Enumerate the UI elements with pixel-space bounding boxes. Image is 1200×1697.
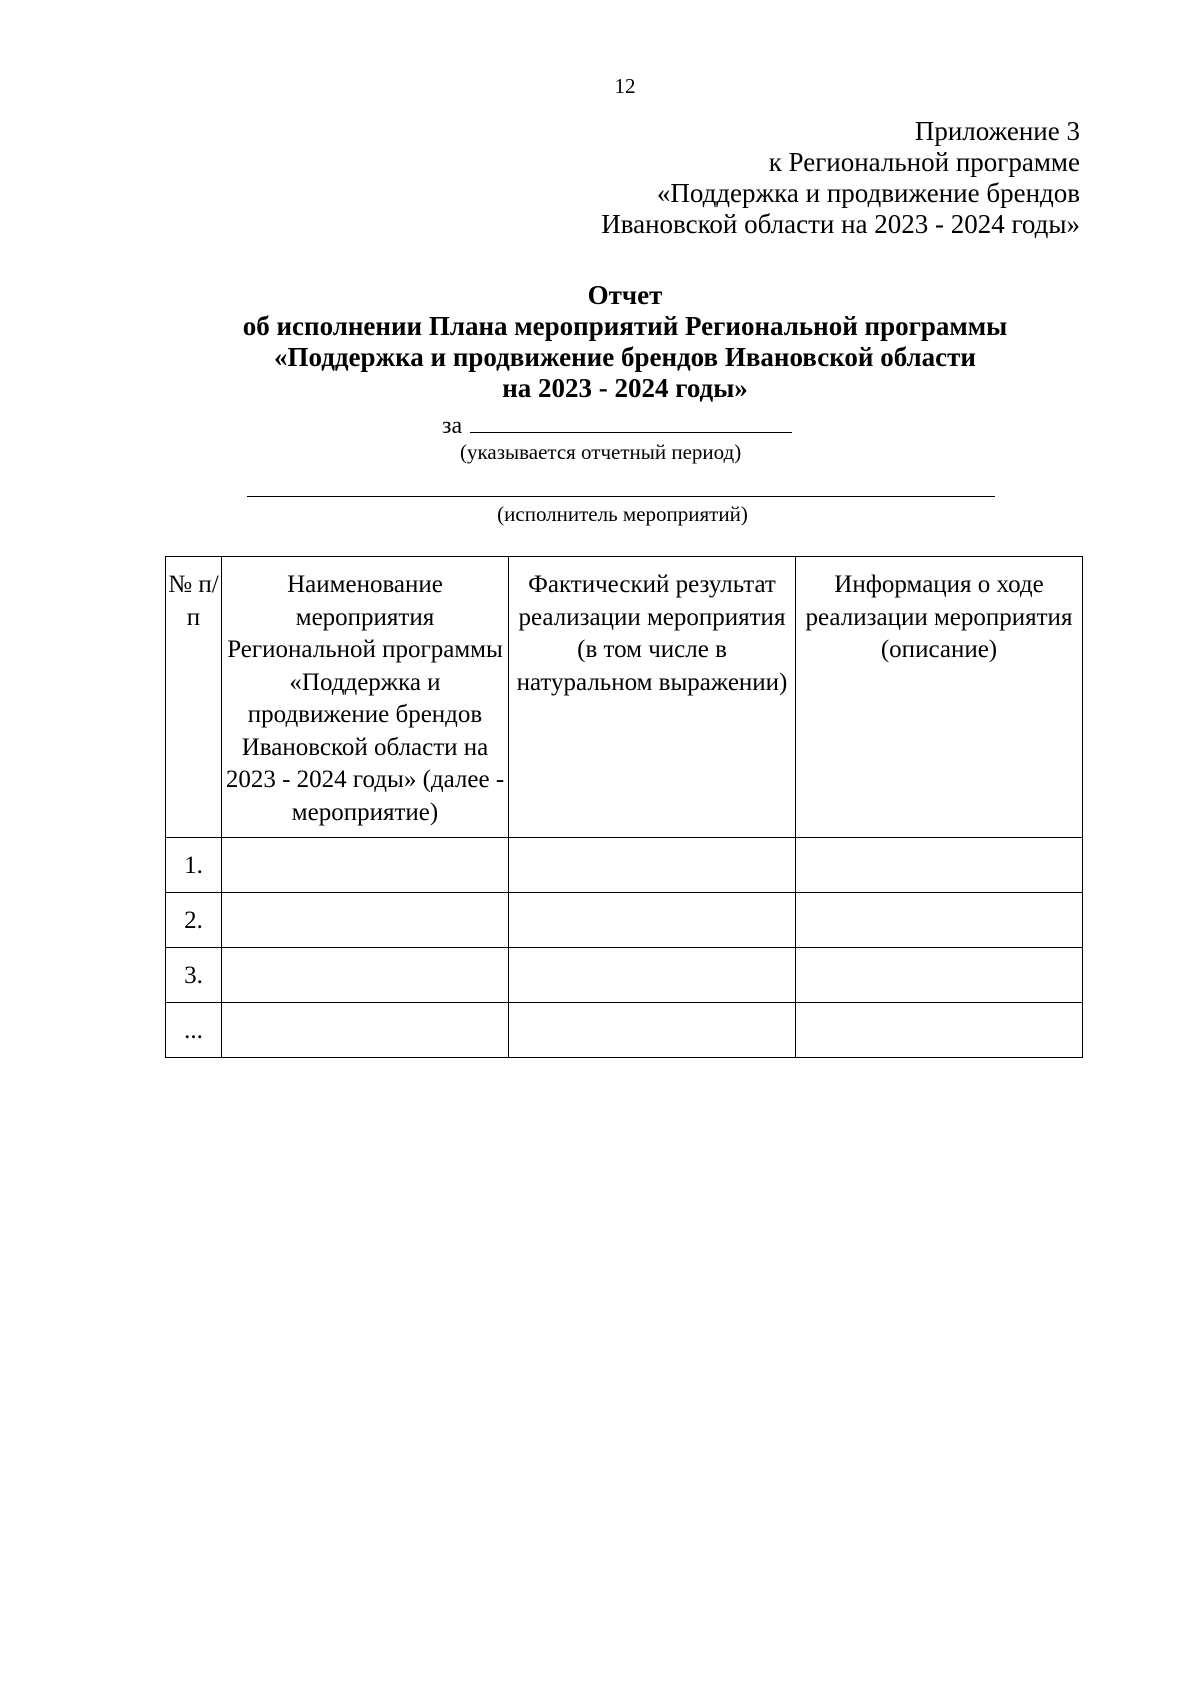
executor-blank-field[interactable] <box>247 496 995 497</box>
row-number: 2. <box>166 893 222 948</box>
appendix-line: «Поддержка и продвижение брендов <box>656 178 1080 208</box>
document-title <box>0 280 1200 404</box>
header-progress-info: Информация о ходе реализации мероприятия (описание) <box>796 557 1083 838</box>
executor-hint: (исполнитель мероприятий) <box>497 502 748 526</box>
table-row <box>166 1003 1083 1058</box>
appendix-line: Ивановской области на 2023 - 2024 годы» <box>601 209 1080 239</box>
reporting-period-line <box>442 410 792 440</box>
header-actual-result: Фактический результат реализации мероприятия (в том числе в натуральном выражении) <box>509 557 796 838</box>
title-line: Отчет <box>587 280 663 310</box>
row-number: 3. <box>166 948 222 1003</box>
appendix-line: Приложение 3 <box>914 116 1080 146</box>
appendix-heading <box>601 116 1080 240</box>
period-prefix: за <box>442 413 463 439</box>
cell-event-name[interactable] <box>222 893 509 948</box>
table-row <box>166 893 1083 948</box>
appendix-line: к Региональной программе <box>768 147 1080 177</box>
header-number: № п/п <box>166 557 222 838</box>
table-row <box>166 838 1083 893</box>
cell-actual-result[interactable] <box>509 838 796 893</box>
cell-progress-info[interactable] <box>796 1003 1083 1058</box>
table-header-row <box>166 557 1083 838</box>
cell-progress-info[interactable] <box>796 948 1083 1003</box>
report-table <box>165 556 1083 1058</box>
cell-actual-result[interactable] <box>509 948 796 1003</box>
cell-progress-info[interactable] <box>796 893 1083 948</box>
title-line: на 2023 - 2024 годы» <box>502 373 748 403</box>
cell-actual-result[interactable] <box>509 893 796 948</box>
period-blank-field[interactable] <box>470 410 792 433</box>
page-number: 12 <box>614 74 636 98</box>
cell-event-name[interactable] <box>222 838 509 893</box>
cell-actual-result[interactable] <box>509 1003 796 1058</box>
cell-progress-info[interactable] <box>796 838 1083 893</box>
cell-event-name[interactable] <box>222 948 509 1003</box>
period-hint: (указывается отчетный период) <box>460 440 742 464</box>
table-row <box>166 948 1083 1003</box>
row-number: 1. <box>166 838 222 893</box>
title-line: об исполнении Плана мероприятий Региональной программы <box>242 311 1008 341</box>
cell-event-name[interactable] <box>222 1003 509 1058</box>
header-event-name: Наименование мероприятия Региональной программы «Поддержка и продвижение брендов Ивановской области на 2023 - 2024 годы» (далее - мероприятие) <box>222 557 509 838</box>
title-line: «Поддержка и продвижение брендов Ивановской области <box>274 342 976 372</box>
row-number: ... <box>166 1003 222 1058</box>
